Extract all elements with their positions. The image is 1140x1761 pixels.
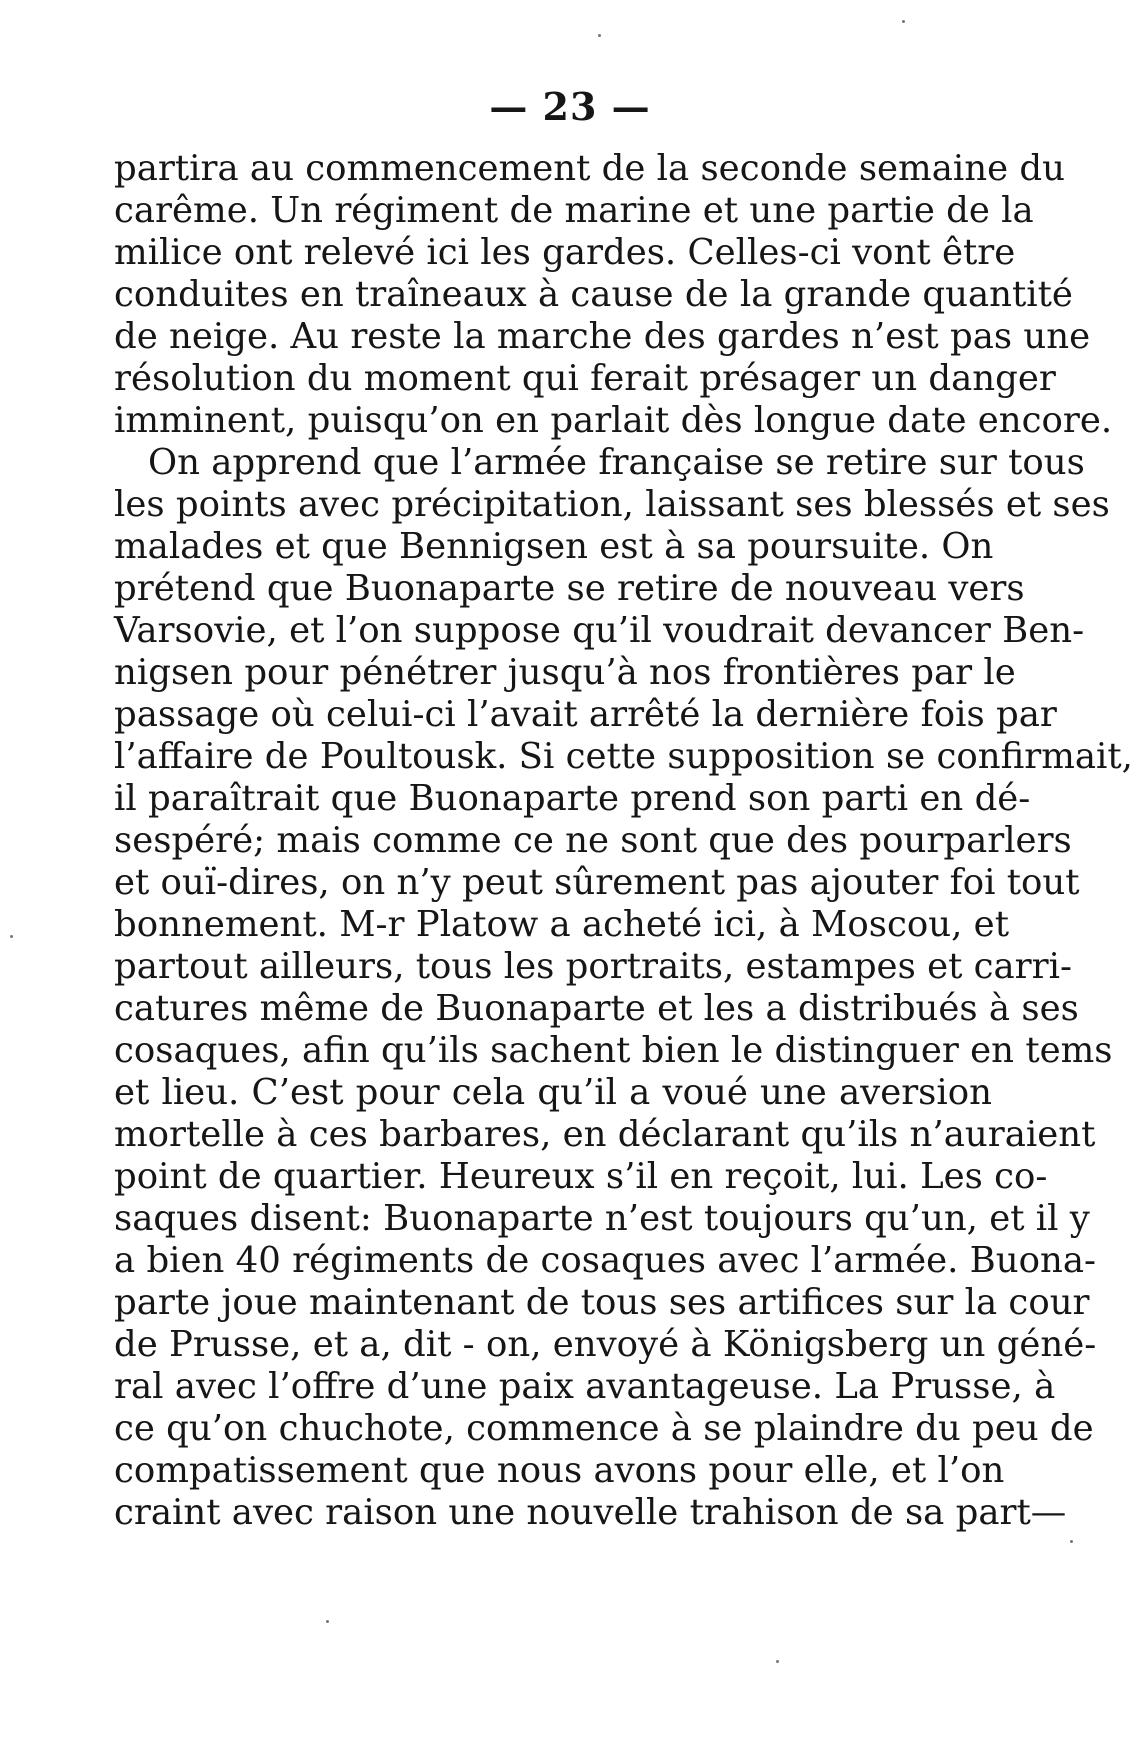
text-line: milice ont relevé ici les gardes. Celles-ci vont être — [114, 232, 1016, 273]
text-line: cosaques, afin qu’ils sachent bien le distinguer en tems — [114, 1030, 1113, 1071]
text-line: partout ailleurs, tous les portraits, estampes et carri- — [114, 946, 1072, 987]
text-line: ce qu’on chuchote, commence à se plaindre du peu de — [114, 1408, 1094, 1449]
text-line: sespéré; mais comme ce ne sont que des pourparlers — [114, 820, 1072, 861]
text-line: les points avec précipitation, laissant ses blessés et ses — [114, 484, 1110, 525]
text-line: résolution du moment qui ferait présager un danger — [114, 358, 1056, 399]
text-line: nigsen pour pénétrer jusqu’à nos frontières par le — [114, 652, 1016, 693]
text-line: Varsovie, et l’on suppose qu’il voudrait devancer Ben- — [114, 610, 1085, 651]
text-line: bonnement. M-r Platow a acheté ici, à Moscou, et — [114, 904, 1009, 945]
page-number: — 23 — — [489, 84, 651, 129]
text-line: il paraîtrait que Buonaparte prend son parti en dé- — [114, 778, 1031, 819]
text-line: a bien 40 régiments de cosaques avec l’armée. Buona- — [114, 1240, 1097, 1281]
text-line: l’affaire de Poultousk. Si cette supposition se confirmait, — [114, 736, 1133, 777]
text-line: carême. Un régiment de marine et une partie de la — [114, 190, 1034, 231]
text-line: partira au commencement de la seconde semaine du — [114, 148, 1065, 189]
scan-speck — [10, 935, 13, 938]
text-line: conduites en traîneaux à cause de la grande quantité — [114, 274, 1073, 315]
text-line: point de quartier. Heureux s’il en reçoit, lui. Les co- — [114, 1156, 1048, 1197]
text-line: prétend que Buonaparte se retire de nouveau vers — [114, 568, 1025, 609]
text-line: imminent, puisqu’on en parlait dès longue date encore. — [114, 400, 1113, 441]
text-line: de neige. Au reste la marche des gardes n’est pas une — [114, 316, 1091, 357]
scan-speck — [1070, 1540, 1073, 1543]
scan-speck — [776, 1660, 779, 1663]
paragraph-start-line: On apprend que l’armée française se retire sur tous — [148, 442, 1085, 483]
text-line: mortelle à ces barbares, en déclarant qu’ils n’auraient — [114, 1114, 1096, 1155]
text-line: passage où celui-ci l’avait arrêté la dernière fois par — [114, 694, 1057, 735]
text-line: parte joue maintenant de tous ses artifices sur la cour — [114, 1282, 1090, 1323]
text-line: de Prusse, et a, dit - on, envoyé à Königsberg un géné- — [114, 1324, 1097, 1365]
text-line: malades et que Bennigsen est à sa poursuite. On — [114, 526, 994, 567]
text-line: saques disent: Buonaparte n’est toujours qu’un, et il y — [114, 1198, 1090, 1239]
last-text-line: craint avec raison une nouvelle trahison de sa part— — [114, 1492, 1067, 1533]
text-line: catures même de Buonaparte et les a distribués à ses — [114, 988, 1079, 1029]
text-line: et ouï-dires, on n’y peut sûrement pas ajouter foi tout — [114, 862, 1080, 903]
text-line: ral avec l’offre d’une paix avantageuse. La Prusse, à — [114, 1366, 1056, 1407]
text-line: compatissement que nous avons pour elle, et l’on — [114, 1450, 1005, 1491]
text-line: et lieu. C’est pour cela qu’il a voué une aversion — [114, 1072, 992, 1113]
scan-speck — [326, 1620, 329, 1623]
scan-speck — [902, 20, 905, 23]
body-text — [114, 148, 1133, 1534]
scan-speck — [598, 34, 601, 37]
